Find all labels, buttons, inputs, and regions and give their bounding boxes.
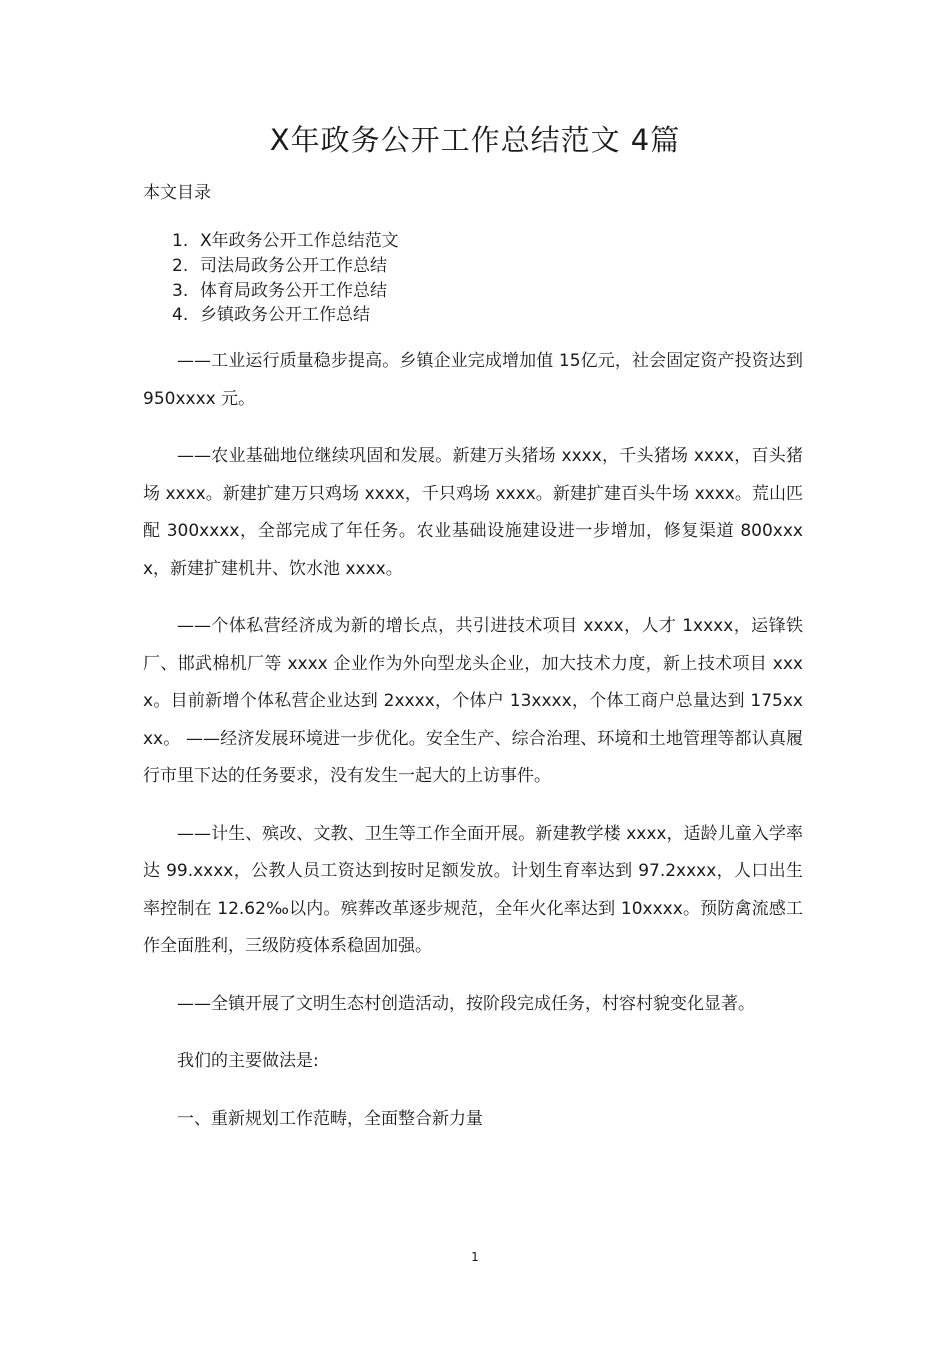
toc-item[interactable]: [172, 279, 399, 304]
page-number: 1: [471, 1250, 479, 1264]
document-body: [143, 343, 803, 1138]
paragraph-agriculture: ——农业基础地位继续巩固和发展。新建万头猪场 xxxx，千头猪场 xxxx，百头猪场 xxxx。新建扩建万只鸡场 xxxx，千只鸡场 xxxx。新建扩建百头牛场 xxxx。荒山匹配 300xxxx，全部完成了年任务。农业基础设施建设进一步增加，修复渠道 800xxxx，新建扩建机井、饮水池 xxxx。: [143, 446, 803, 579]
toc-item-label: 乡镇政务公开工作总结: [200, 305, 370, 326]
section-heading-one: 一、重新规划工作范畴，全面整合新力量: [177, 1108, 483, 1129]
toc-item-number: 3.: [172, 280, 189, 301]
toc-item-number: 2.: [172, 255, 189, 276]
toc-item[interactable]: [172, 303, 399, 328]
toc-item-number: 1.: [172, 231, 189, 251]
paragraph-ecological-village: ——全镇开展了文明生态村创造活动，按阶段完成任务，村容村貌变化显著。: [177, 993, 755, 1014]
toc-heading: 本文目录: [143, 183, 211, 203]
toc-item-label: 司法局政务公开工作总结: [200, 255, 387, 276]
paragraph-main-methods: 我们的主要做法是:: [177, 1051, 319, 1071]
paragraph-private-economy: ——个体私营经济成为新的增长点，共引进技术项目 xxxx，人才 1xxxx，运锋铁厂、邯武棉机厂等 xxxx 企业作为外向型龙头企业，加大技术力度，新上技术项目 xxxx。目前新增个体私营企业达到 2xxxx，个体户 13xxxx，个体工商户总量达到 175xxxx。 ——经济发展环境进一步优化。安全生产、综合治理、环境和土地管理等都认真履行市里下达的任务要求，没有发生一起大的上访事件。: [143, 616, 803, 786]
paragraph-industry: ——工业运行质量稳步提高。乡镇企业完成增加值 15亿元，社会固定资产投资达到 950xxxx 元。: [143, 351, 803, 409]
toc-item[interactable]: [172, 254, 399, 279]
toc-item[interactable]: [172, 229, 399, 254]
toc-item-label: X年政务公开工作总结范文: [200, 231, 399, 251]
paragraph-social-services: ——计生、殡改、文教、卫生等工作全面开展。新建教学楼 xxxx，适龄儿童入学率达 99.xxxx，公教人员工资达到按时足额发放。计划生育率达到 97.2xxxx，人口出生率控制在 12.62‰以内。殡葬改革逐步规范，全年火化率达到 10xxxx。预防禽流感工作全面胜利，三级防疫体系稳固加强。: [143, 823, 803, 956]
document-title: X年政务公开工作总结范文 4篇: [269, 123, 681, 157]
toc-item-label: 体育局政务公开工作总结: [200, 280, 387, 301]
table-of-contents: [172, 229, 399, 328]
toc-item-number: 4.: [172, 305, 189, 326]
